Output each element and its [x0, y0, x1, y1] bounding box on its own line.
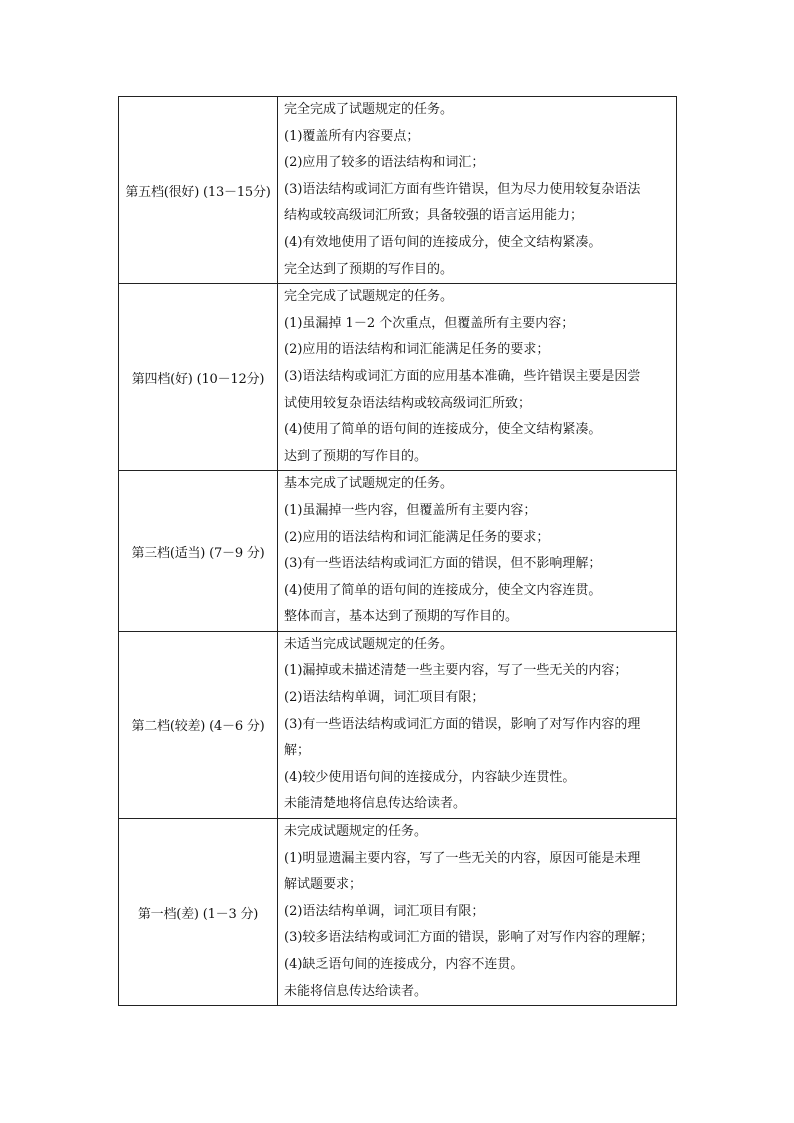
- description-line: (3)语法结构或词汇方面的应用基本准确，些许错误主要是因尝: [284, 368, 641, 384]
- description-line: 未能清楚地将信息传达给读者。: [284, 796, 467, 812]
- description-line: 完全完成了试题规定的任务。: [284, 289, 454, 305]
- band-description: [278, 471, 677, 632]
- description-line: (1)明显遗漏主要内容，写了一些无关的内容，原因可能是未理: [284, 850, 641, 866]
- description-line: (1)虽漏掉一些内容，但覆盖所有主要内容；: [284, 502, 537, 518]
- description-line: 完全达到了预期的写作目的。: [284, 261, 454, 277]
- description-line: (2)应用的语法结构和词汇能满足任务的要求；: [284, 529, 550, 545]
- band-description: [278, 284, 677, 471]
- band-description: [278, 97, 677, 284]
- band-row-1: [119, 819, 677, 1006]
- band-description: [278, 631, 677, 818]
- description-line: (1)虽漏掉 1－2 个次重点，但覆盖所有主要内容；: [284, 315, 575, 331]
- description-line: (4)有效地使用了语句间的连接成分，使全文结构紧凑。: [284, 234, 602, 250]
- band-level-label: 第五档(很好) (13－15分): [119, 97, 278, 284]
- scoring-rubric-table: [118, 96, 677, 1006]
- description-line: 解试题要求；: [284, 877, 363, 893]
- band-row-4: [119, 284, 677, 471]
- description-line: 达到了预期的写作目的。: [284, 448, 428, 464]
- band-row-5: [119, 97, 677, 284]
- description-line: (2)应用的语法结构和词汇能满足任务的要求；: [284, 342, 550, 358]
- description-line: (1)覆盖所有内容要点；: [284, 128, 420, 144]
- description-line: (3)语法结构或词汇方面有些许错误，但为尽力使用较复杂语法: [284, 181, 641, 197]
- description-line: (2)语法结构单调，词汇项目有限；: [284, 903, 485, 919]
- description-line: (4)较少使用语句间的连接成分，内容缺少连贯性。: [284, 769, 576, 785]
- description-line: (2)语法结构单调，词汇项目有限；: [284, 690, 485, 706]
- description-line: (4)缺乏语句间的连接成分，内容不连贯。: [284, 957, 524, 972]
- description-line: 整体而言，基本达到了预期的写作目的。: [284, 609, 519, 625]
- description-line: 未完成试题规定的任务。: [284, 824, 428, 840]
- description-line: 完全完成了试题规定的任务。: [284, 102, 454, 117]
- band-level-label: 第二档(较差) (4－6 分): [119, 631, 278, 818]
- description-line: 基本完成了试题规定的任务。: [284, 476, 454, 492]
- band-row-2: [119, 631, 677, 818]
- description-line: 试使用较复杂语法结构或较高级词汇所致；: [284, 395, 532, 411]
- description-line: (4)使用了简单的语句间的连接成分，使全文结构紧凑。: [284, 422, 602, 438]
- description-line: (1)漏掉或未描述清楚一些主要内容，写了一些无关的内容；: [284, 663, 628, 679]
- description-line: 未适当完成试题规定的任务。: [284, 636, 454, 652]
- description-line: 结构或较高级词汇所致；具备较强的语言运用能力；: [284, 208, 584, 224]
- description-line: (3)有一些语法结构或词汇方面的错误，但不影响理解；: [284, 556, 602, 572]
- band-description: [278, 819, 677, 1006]
- band-level-label: 第三档(适当) (7－9 分): [119, 471, 278, 632]
- description-line: 未能将信息传达给读者。: [284, 983, 428, 999]
- band-row-3: [119, 471, 677, 632]
- description-line: 解；: [284, 743, 311, 759]
- description-line: (2)应用了较多的语法结构和词汇；: [284, 155, 485, 171]
- description-line: (3)较多语法结构或词汇方面的错误，影响了对写作内容的理解；: [284, 930, 654, 946]
- band-level-label: 第一档(差) (1－3 分): [119, 819, 278, 1006]
- description-line: (4)使用了简单的语句间的连接成分，使全文内容连贯。: [284, 582, 602, 598]
- band-level-label: 第四档(好) (10－12分): [119, 284, 278, 471]
- description-line: (3)有一些语法结构或词汇方面的错误，影响了对写作内容的理: [284, 716, 641, 732]
